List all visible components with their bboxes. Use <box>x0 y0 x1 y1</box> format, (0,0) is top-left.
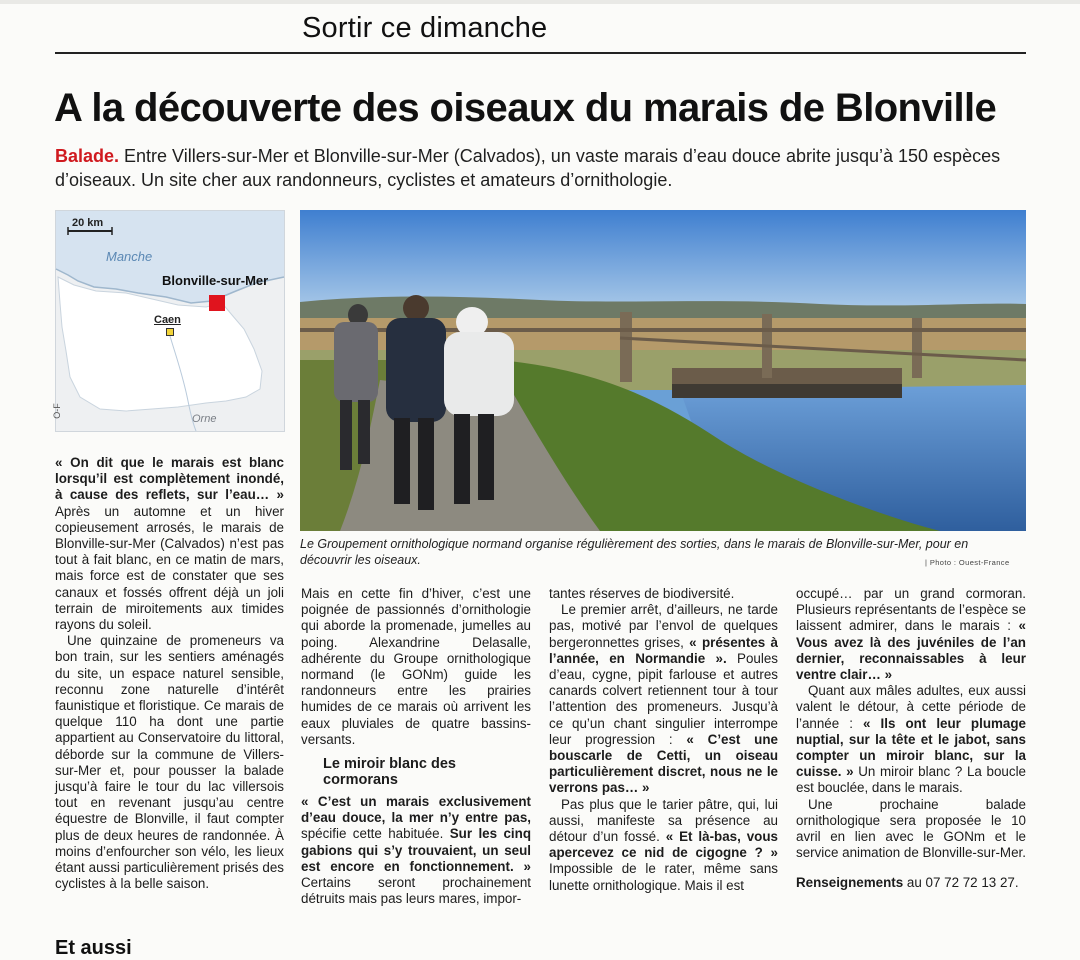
info-phone: au 07 72 72 13 27. <box>903 875 1019 891</box>
paragraph-text: Le premier arrêt, d’ailleurs, ne tarde pas, motivé par l’envol de quelques bergeronnettes grises, <box>549 602 778 650</box>
paragraph-text: Un miroir blanc ? La boucle est bouclée, dans le marais. <box>796 764 1027 796</box>
map-sea-label: Manche <box>106 249 153 264</box>
quote: « C’est une bouscarle de Cetti, un oiseau particulièrement discret, nous ne le verrons pas… » <box>549 731 778 796</box>
top-band <box>0 0 1080 4</box>
paragraph-text: Impossible de le rater, même sans lunette ornithologique. Mais il est <box>549 861 778 893</box>
paragraph: tantes réserves de biodiversité. <box>549 586 735 601</box>
article-column-1 <box>55 455 284 892</box>
paragraph-text: Certains seront prochainement détruits mais pas leurs mares, impor- <box>301 875 531 907</box>
subheading: Le miroir blanc des cormorans <box>323 756 456 789</box>
rubric-divider <box>55 52 1026 54</box>
map-river-label: Orne <box>192 413 217 425</box>
article-column-3 <box>549 586 778 894</box>
article-headline: A la découverte des oiseaux du marais de Blonville <box>54 86 997 130</box>
marsh-walkers-illustration <box>300 210 1026 531</box>
paragraph-text: Pas plus que le tarier pâtre, qui, lui aussi, manifeste sa présence au détour d’un fossé. <box>549 796 778 845</box>
lede-kicker: Balade. <box>55 146 120 166</box>
map-city-label: Caen <box>154 314 181 326</box>
section-rubric: Sortir ce dimanche <box>302 12 548 44</box>
article-column-2 <box>301 586 531 907</box>
article-column-4 <box>796 586 1026 892</box>
quote: « Et là-bas, vous apercevez ce nid de cigogne ? » <box>549 829 778 861</box>
paragraph-text: Poules d’eau, cygne, pipit farlouse et autres canards colvert retiennent tour à tour l’attention des promeneurs. Jusqu’à ce qu’un chant singulier interrompe leur progression : <box>549 650 778 747</box>
paragraph: Mais en cette fin d’hiver, c’est une poignée de passionnés d’ornithologie qui aborde la promenade, jumelles au poing. Alexandrine Delasalle, adhérente du Groupe ornithologique normand (le GONm) guide les randonneurs entre les prairies humides de ce marais où arrivent les eaux pluviales de quatre bassins-versants. <box>301 586 531 747</box>
paragraph-text: Après un automne et un hiver copieusement arrosés, le marais de Blonville-sur-Mer (Calvados) n’est pas tout à fait blanc, en ce matin de mars, mais force est de constater que ses canaux et fossés offrent déjà un joli terrain de miroitements aux timides rayons du soleil. <box>55 503 284 633</box>
article-photo <box>300 210 1026 531</box>
paragraph-text: Quant aux mâles adultes, eux aussi valent le détour, à cette période de l’année : <box>796 683 1026 731</box>
map-scale-label: 20 km <box>72 217 104 229</box>
photo-credit: | Photo : Ouest-France <box>925 558 1010 567</box>
article-lede <box>55 144 1015 192</box>
next-article-title: Et aussi <box>55 937 132 959</box>
quote: « C’est un marais exclusivement d’eau douce, la mer n’y entre pas, <box>301 794 531 826</box>
quote: « Ils ont leur plumage nuptial, sur la tête et le jabot, sans compter un miroir blanc, sur la cuisse. » <box>796 715 1026 780</box>
paragraph-text: occupé… par un grand cormoran. Plusieurs représentants de l’espèce se laissent admirer, dans le marais : <box>796 586 1027 634</box>
location-marker-icon <box>209 295 225 311</box>
paragraph: Une prochaine balade ornithologique sera proposée le 10 avril en lien avec le GONm et le service animation de Blonville-sur-Mer. <box>796 796 1026 861</box>
photo-caption: Le Groupement ornithologique normand organise régulièrement des sorties, dans le marais de Blonville-sur-Mer, pour en découvrir les oiseaux. <box>300 537 969 567</box>
quote-opening: « On dit que le marais est blanc lorsqu’il est complètement inondé, à cause des reflets, sur l’eau… » <box>55 455 284 503</box>
map-town-label: Blonville-sur-Mer <box>162 273 269 288</box>
locator-map <box>51 210 285 432</box>
lede-text: Entre Villers-sur-Mer et Blonville-sur-Mer (Calvados), un vaste marais d’eau douce abrite jusqu’à 150 espèces d’oiseaux. Un site cher aux randonneurs, cyclistes et amateurs d’ornithologie. <box>55 146 1001 190</box>
quote: « Vous avez là des juvéniles de l’an dernier, reconnaissables à leur ventre clair… » <box>796 618 1026 683</box>
quote: Sur les cinq gabions qui s’y trouvaient, un seul est encore en fonctionnement. » <box>301 826 531 874</box>
next-article-teaser <box>55 935 155 959</box>
map-credit: O-F <box>51 403 62 419</box>
paragraph-text: spécifie cette habituée. <box>301 826 450 842</box>
info-label: Renseignements <box>796 875 904 891</box>
city-marker-icon <box>166 328 174 336</box>
quote: « présentes à l’année, en Normandie ». <box>549 634 778 666</box>
paragraph: Une quinzaine de promeneurs va bon train, sur les sentiers aménagés du site, un espace naturel sensible, reconnu zone naturelle d’intérêt faunistique et floristique. Ce marais de quelque 110 ha dont une partie appartient au Conservatoire du littoral, déborde sur la commune de Villers-sur-Mer et, pour pousser la balade jusqu’à faire le tour du lac villersois tout en revenant jusqu’au centre équestre de Blonville, il faut compter plus de deux heures de randonnée. À moins d’enfourcher son vélo, les lieux étant aussi particulièrement prisés des cyclistes à la belle saison. <box>55 633 284 892</box>
